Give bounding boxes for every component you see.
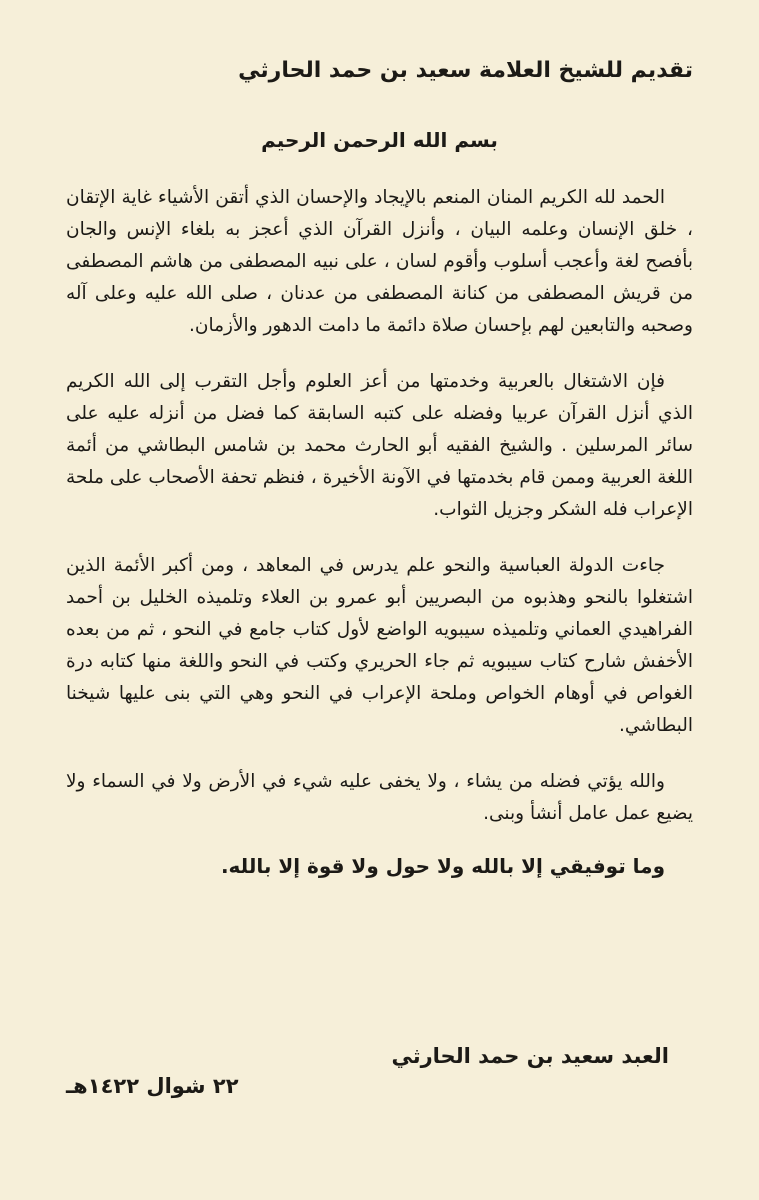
closing-line: وما توفيقي إلا بالله ولا حول ولا قوة إلا بالله. <box>220 854 665 878</box>
paragraph: الحمد لله الكريم المنان المنعم بالإيجاد والإحسان الذي أتقن الأشياء غاية الإتقان ، خلق الإنسان وعلمه البيان ، وأنزل القرآن الذي أعجز به بلغاء الإنس والجان بأفصح لغة وأعجب أسلوب وأقوم لسان ، على نبيه المصطفى من هاشم المصطفى من قريش المصطفى من كنانة المصطفى من عدنان ، صلى الله عليه وعلى آله وصحبه والتابعين لهم بإحسان صلاة دائمة ما دامت الدهور والأزمان. <box>66 187 693 336</box>
date: ٢٢ شوال ١٤٢٢هـ <box>66 1074 239 1098</box>
document-title: تقديم للشيخ العلامة سعيد بن حمد الحارثي <box>238 58 693 83</box>
paragraph: فإن الاشتغال بالعربية وخدمتها من أعز العلوم وأجل التقرب إلى الله الكريم الذي أنزل القرآن عربيا وفضله على كتبه السابقة كما فضل من أنزله عليه على سائر المرسلين . والشيخ الفقيه أبو الحارث محمد بن شامس البطاشي من أئمة اللغة العربية وممن قام بخدمتها في الآونة الأخيرة ، فنظم تحفة الأصحاب على ملحة الإعراب فله الشكر وجزيل الثواب. <box>66 371 693 520</box>
paragraph: والله يؤتي فضله من يشاء ، ولا يخفى عليه شيء في الأرض ولا في السماء ولا يضيع عمل عامل أنشأ وبنى. <box>66 771 693 824</box>
paragraph: جاءت الدولة العباسية والنحو علم يدرس في المعاهد ، ومن أكبر الأئمة الذين اشتغلوا بالنحو وهذبوه من البصريين أبو عمرو بن العلاء وتلميذه الخليل بن أحمد الفراهيدي العماني وتلميذه سيبويه الواضع لأول كتاب جامع في النحو ، ثم من بعده الأخفش شارح كتاب سيبويه ثم جاء الحريري وكتب في النحو واللغة منها كتابه درة الغواص في أوهام الخواص وملحة الإعراب في النحو وهي التي بنى عليها شيخنا البطاشي. <box>66 555 693 736</box>
signature: العبد سعيد بن حمد الحارثي <box>391 1044 669 1068</box>
basmala: بسم الله الرحمن الرحيم <box>261 128 498 152</box>
document-body <box>66 182 693 878</box>
